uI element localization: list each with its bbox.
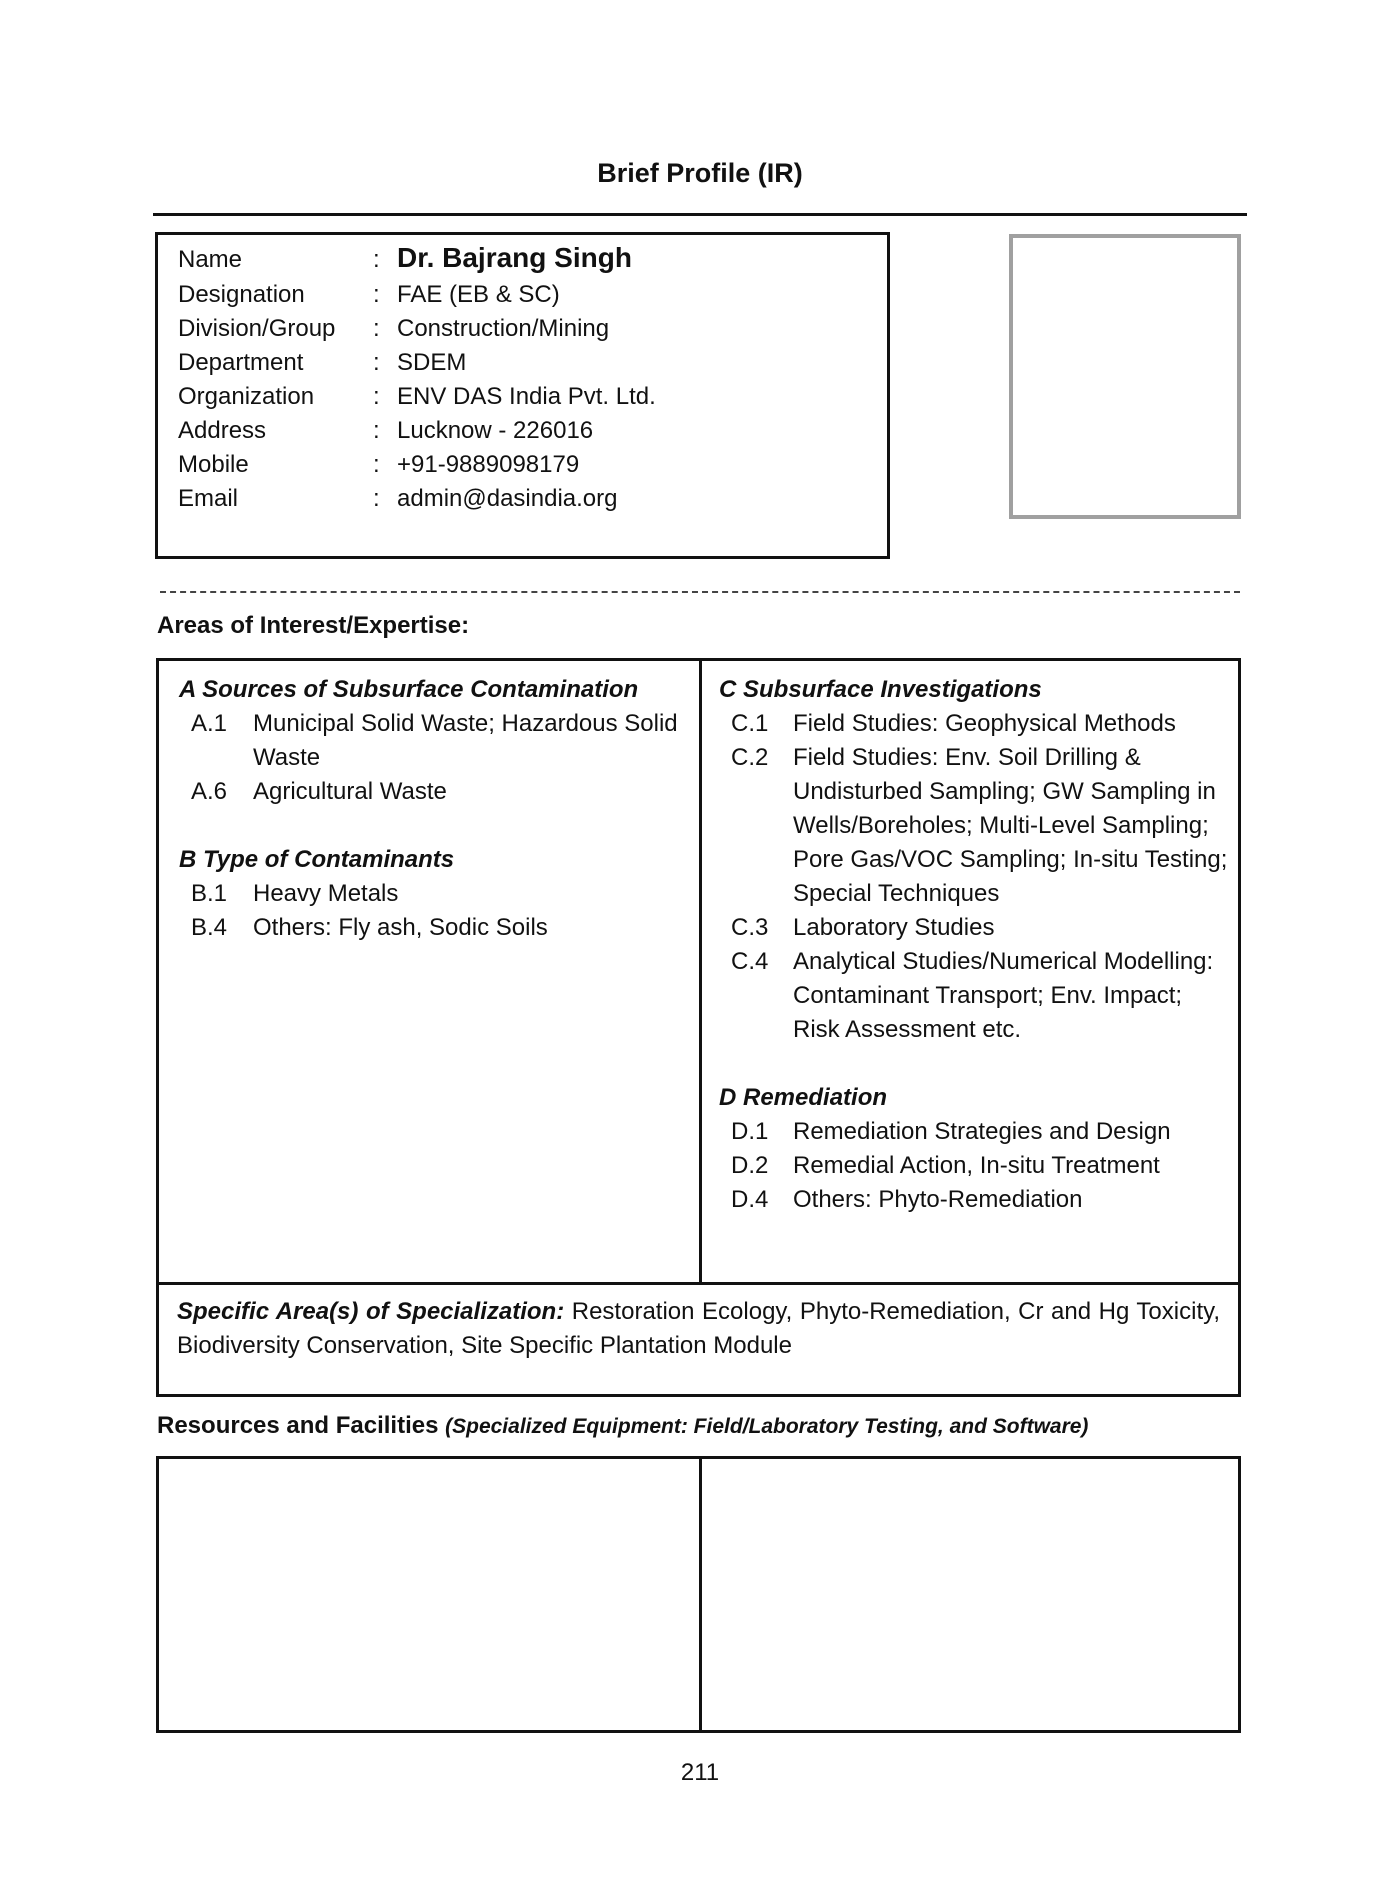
item-text: Others: Phyto-Remediation [793, 1186, 1083, 1213]
list-item [731, 741, 1229, 911]
profile-value: Lucknow - 226016 [397, 417, 594, 444]
column-divider [699, 661, 702, 1282]
item-code: B.4 [191, 914, 228, 941]
profile-value: admin@dasindia.org [397, 485, 618, 512]
page-number: 211 [680, 1759, 720, 1786]
item-text: Laboratory Studies [793, 914, 995, 941]
item-text: Field Studies: Env. Soil Drilling & Undisturbed Sampling; GW Sampling in Wells/Boreholes; Multi-Level Sampling; Pore Gas/VOC Sampling; In-situ Testing; Special Techniques [793, 744, 1228, 907]
item-text: Heavy Metals [253, 880, 399, 907]
profile-label: Department [178, 349, 304, 376]
item-code: B.1 [191, 880, 228, 907]
column-divider [699, 1459, 702, 1730]
dashed-divider [160, 591, 1240, 593]
profile-info-box [155, 232, 890, 559]
resources-heading [157, 1412, 1088, 1440]
item-text: Agricultural Waste [253, 778, 447, 805]
item-text: Analytical Studies/Numerical Modelling: Contaminant Transport; Env. Impact; Risk Assessment etc. [793, 948, 1214, 1043]
spacer [179, 809, 689, 843]
category-heading: D Remediation [719, 1084, 888, 1111]
profile-value: ENV DAS India Pvt. Ltd. [397, 383, 656, 410]
page-title: Brief Profile (IR) [597, 158, 803, 188]
profile-colon: : [373, 246, 380, 273]
photo-placeholder [1009, 234, 1241, 519]
profile-colon: : [373, 315, 380, 342]
profile-colon: : [373, 485, 380, 512]
profile-value-name: Dr. Bajrang Singh [397, 242, 632, 273]
profile-colon: : [373, 451, 380, 478]
profile-colon: : [373, 281, 380, 308]
list-item [731, 911, 1229, 945]
profile-label: Designation [178, 281, 305, 308]
profile-colon: : [373, 383, 380, 410]
profile-value: Construction/Mining [397, 315, 610, 342]
item-text: Remedial Action, In-situ Treatment [793, 1152, 1160, 1179]
item-code: A.1 [191, 710, 228, 737]
list-item [191, 911, 689, 945]
item-code: D.1 [731, 1118, 769, 1145]
list-item [191, 877, 689, 911]
profile-colon: : [373, 349, 380, 376]
item-text: Field Studies: Geophysical Methods [793, 710, 1176, 737]
specialization-box [156, 1282, 1241, 1397]
item-code: C.2 [731, 744, 769, 771]
specialization-text: Restoration Ecology, Phyto-Remediation, Cr and Hg Toxicity, Biodiversity Conservation, Site Specific Plantation Module [177, 1298, 1220, 1359]
profile-label: Email [178, 485, 239, 512]
item-text: Others: Fly ash, Sodic Soils [253, 914, 548, 941]
title-rule [153, 213, 1247, 216]
profile-value: FAE (EB & SC) [397, 281, 560, 308]
list-item [191, 707, 689, 775]
specialization-label: Specific Area(s) of Specialization: [177, 1298, 565, 1325]
item-code: D.2 [731, 1152, 769, 1179]
category-heading: C Subsurface Investigations [719, 676, 1042, 703]
resources-table [156, 1456, 1241, 1733]
profile-colon: : [373, 417, 380, 444]
list-item [731, 1149, 1229, 1183]
areas-heading: Areas of Interest/Expertise: [157, 612, 470, 639]
profile-label: Organization [178, 383, 315, 410]
profile-label: Name [178, 246, 243, 273]
areas-left-column [179, 673, 689, 945]
resources-title: Resources and Facilities [157, 1412, 439, 1439]
category-heading: B Type of Contaminants [179, 846, 455, 873]
areas-table [156, 658, 1241, 1285]
profile-label: Address [178, 417, 267, 444]
list-item [191, 775, 689, 809]
resources-note: (Specialized Equipment: Field/Laboratory Testing, and Software) [445, 1415, 1089, 1438]
item-code: D.4 [731, 1186, 769, 1213]
areas-right-column [719, 673, 1229, 1217]
item-text: Municipal Solid Waste; Hazardous Solid Waste [253, 710, 678, 771]
profile-label: Mobile [178, 451, 249, 478]
profile-value: SDEM [397, 349, 467, 376]
item-code: C.3 [731, 914, 769, 941]
item-code: A.6 [191, 778, 228, 805]
list-item [731, 1115, 1229, 1149]
category-heading: A Sources of Subsurface Contamination [179, 676, 639, 703]
list-item [731, 945, 1229, 1047]
item-code: C.1 [731, 710, 769, 737]
spacer [719, 1047, 1229, 1081]
list-item [731, 707, 1229, 741]
item-text: Remediation Strategies and Design [793, 1118, 1171, 1145]
item-code: C.4 [731, 948, 769, 975]
list-item [731, 1183, 1229, 1217]
profile-label: Division/Group [178, 315, 336, 342]
profile-value: +91-9889098179 [397, 451, 580, 478]
